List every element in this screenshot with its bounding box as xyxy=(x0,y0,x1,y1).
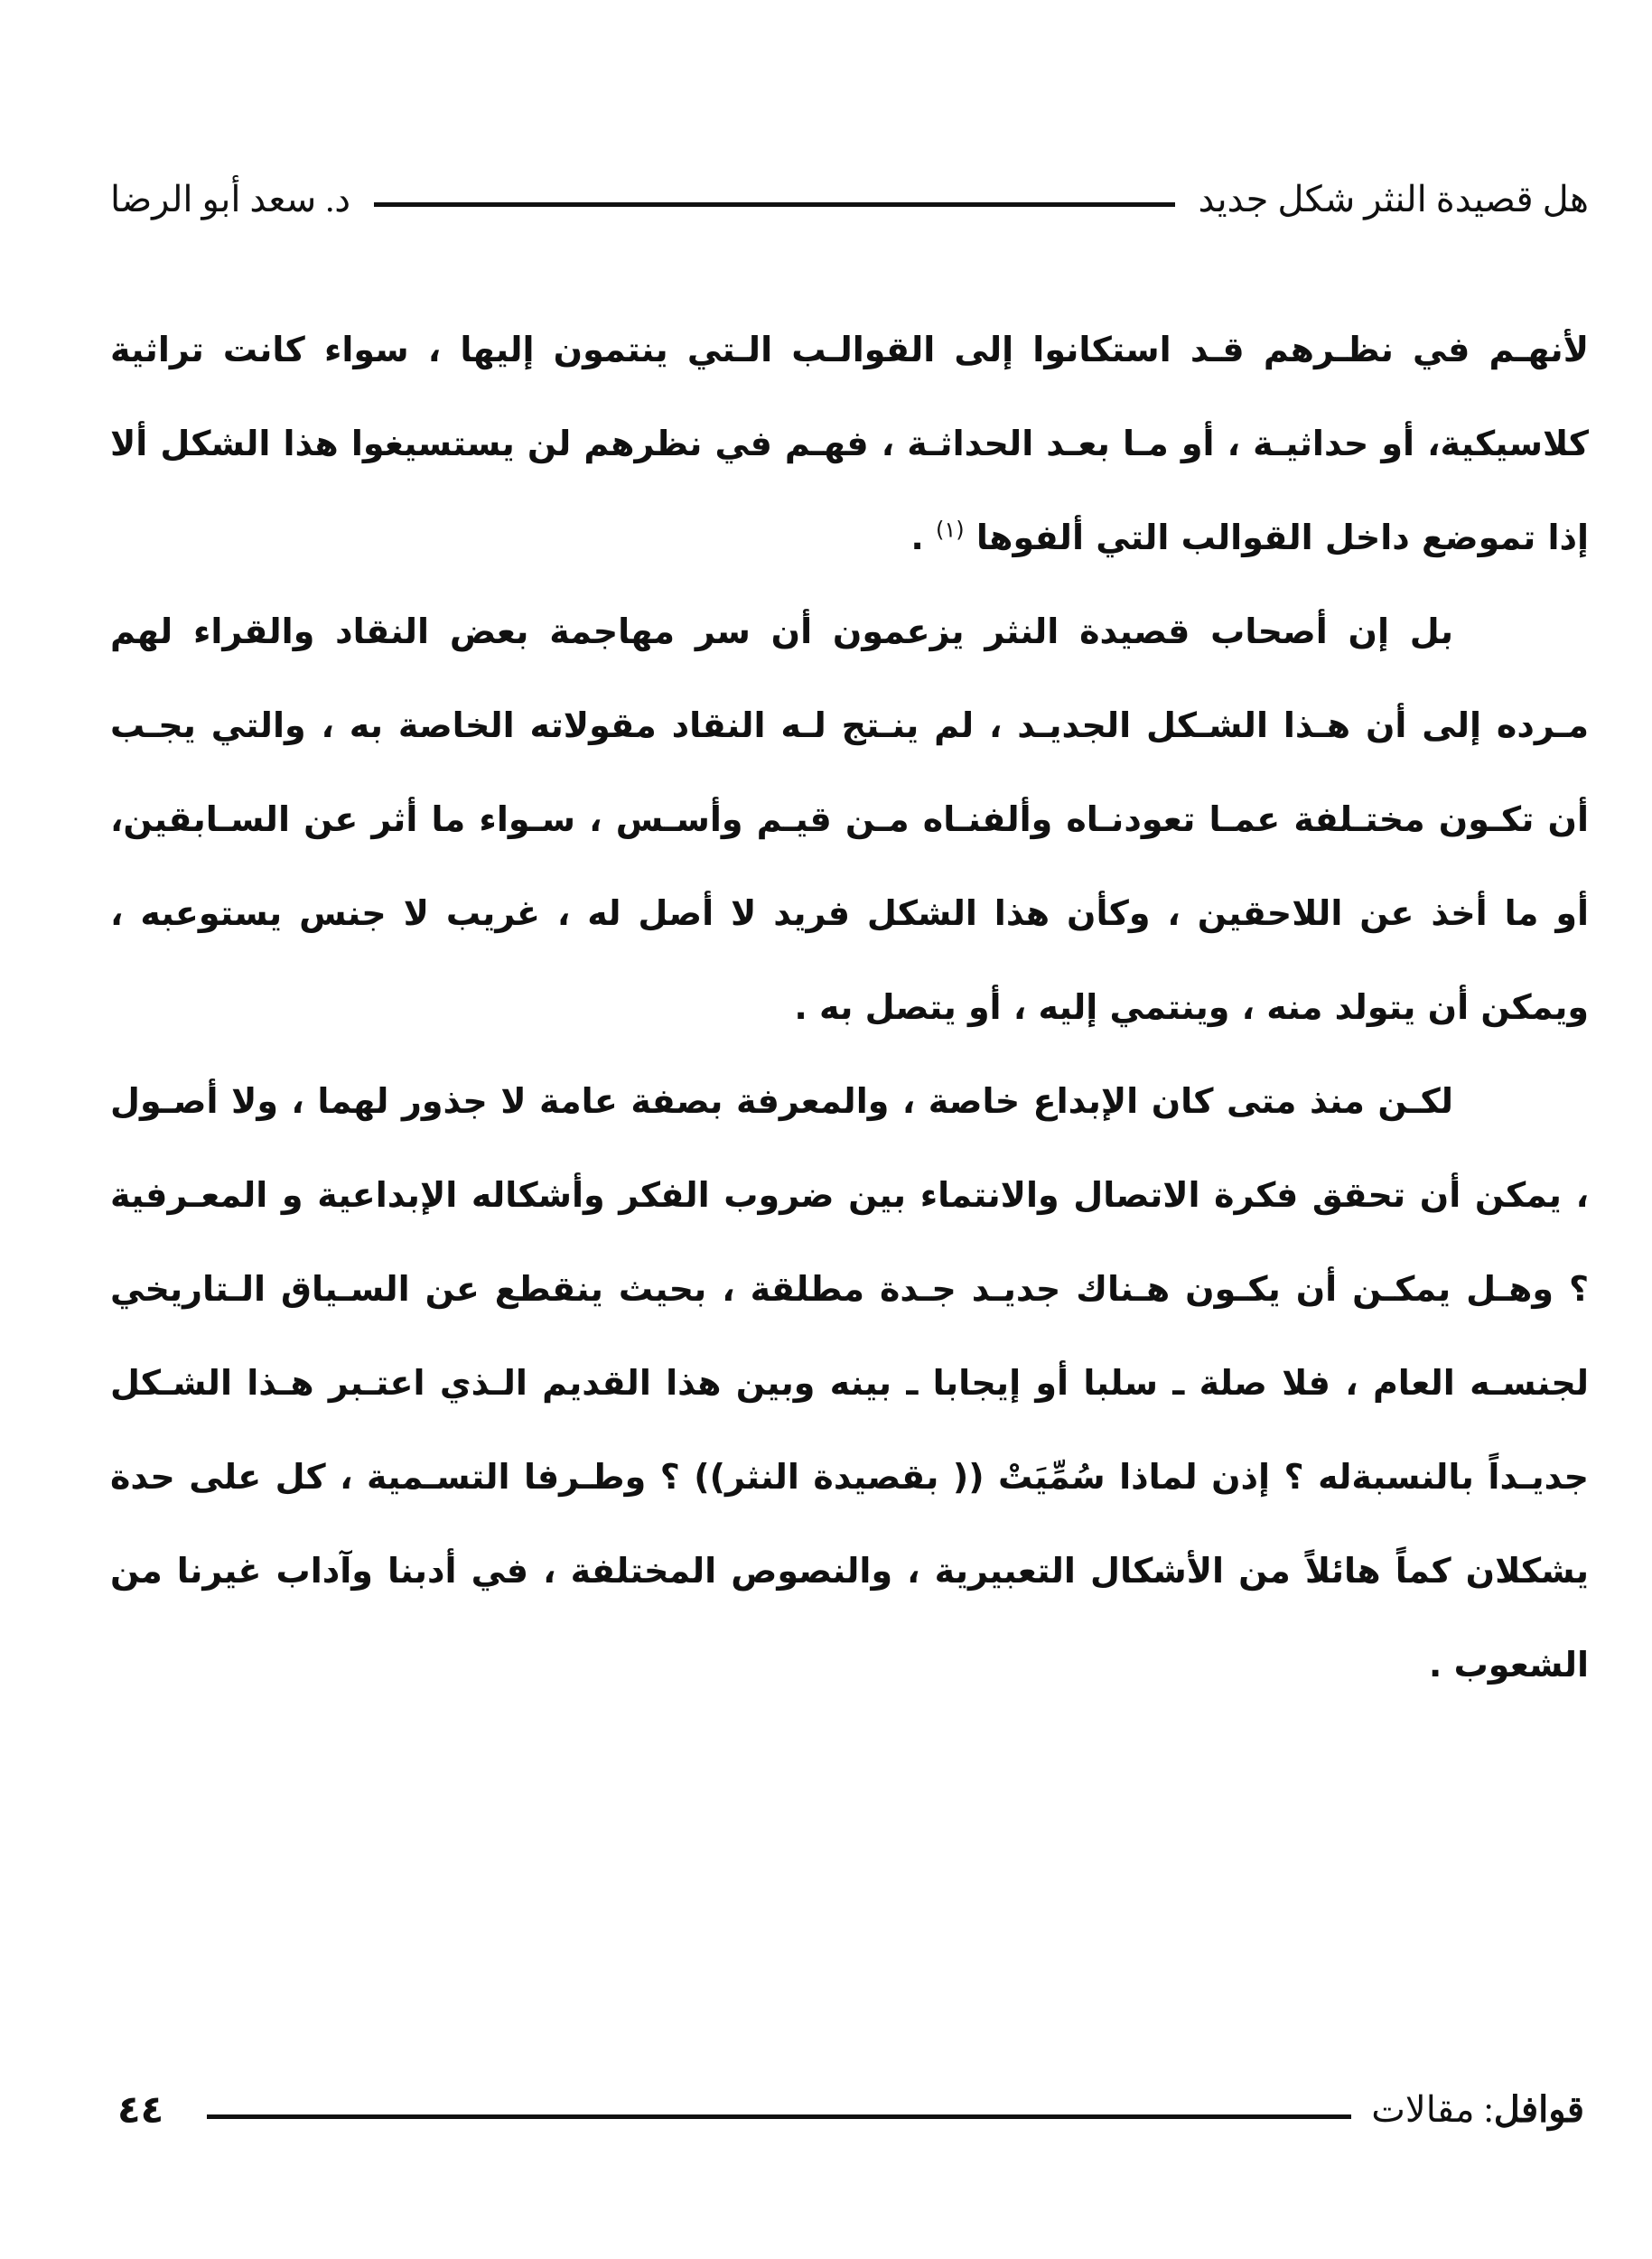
page-footer xyxy=(117,2082,1584,2136)
header-article-title: هل قصيدة النثر شكل جديد xyxy=(1198,178,1589,219)
paragraph-1-end: . xyxy=(910,518,937,557)
running-header xyxy=(110,172,1589,226)
header-rule xyxy=(374,202,1174,207)
journal-label: قوافل xyxy=(1493,2088,1584,2130)
paragraph-1-text: لأنهـم في نظـرهم قـد استكانوا إلى القوالـب الـتي ينتمون إليها ، سواء كانت تراثية كلاسيكية، أو حداثيـة ، أو مـا بعـد الحداثـة ، فهـم في نظرهم لن يستسيغوا هذا الشكل ألا إذا تموضع داخل القوالب التي ألفوها xyxy=(110,330,1589,557)
footer-rule xyxy=(207,2114,1351,2119)
paragraph-1 xyxy=(110,303,1589,584)
journal-suffix: : مقالات xyxy=(1371,2088,1494,2130)
page-number: ٤٤ xyxy=(117,2086,164,2132)
paragraph-3: لكـن منذ متى كان الإبداع خاصة ، والمعرفة بصفة عامة لا جذور لهما ، ولا أصـول ، يمكن أن تحقق فكرة الاتصال والانتماء بين ضروب الفكر وأشكاله الإبداعية و المعـرفية ؟ وهـل يمكـن أن يكـون هـناك جديـد جـدة مطلقة ، بحيث ينقطع عن السـياق الـتاريخي لجنسـه العام ، فلا صلة ـ سلبا أو إيجابا ـ بينه وبين هذا القديم الـذي اعتـبر هـذا الشـكل جديـداً بالنسبةله ؟ إذن لماذا سُمِّيَتْ (( بقصيدة النثر)) ؟ وطـرفا التسـمية ، كل على حدة يشكلان كماً هائلاً من الأشكال التعبيرية ، والنصوص المختلفة ، في أدبنا وآداب غيرنا من الشعوب . xyxy=(110,1081,1589,1685)
footnote-reference: (١) xyxy=(936,517,965,543)
article-body xyxy=(110,303,1589,1712)
paragraph-2: بل إن أصحاب قصيدة النثر يزعمون أن سر مهاجمة بعض النقاد والقراء لهم مـرده إلى أن هـذا الشـكل الجديـد ، لم ينـتج لـه النقاد مقولاته الخاصة به ، والتي يجـب أن تكـون مختـلفة عمـا تعودنـاه وألفنـاه مـن قيـم وأسـس ، سـواء ما أثر عن السـابقين، أو ما أخذ عن اللاحقين ، وكأن هذا الشكل فريد لا أصل له ، غريب لا جنس يستوعبه ، ويمكن أن يتولد منه ، وينتمي إليه ، أو يتصل به . xyxy=(110,611,1589,1027)
header-author: د. سعد أبو الرضا xyxy=(110,178,351,219)
footer-journal-name xyxy=(1371,2088,1584,2131)
